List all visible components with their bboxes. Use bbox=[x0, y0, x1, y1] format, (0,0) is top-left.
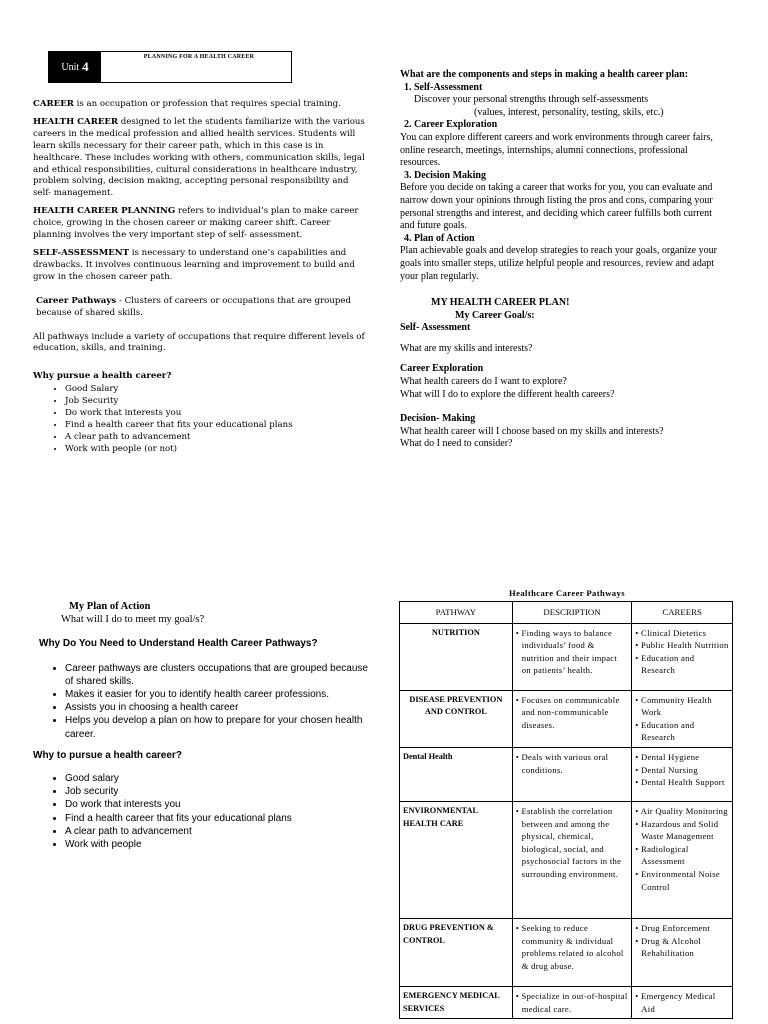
health-career-definition bbox=[33, 117, 369, 200]
health-career-term: HEALTH CAREER bbox=[33, 116, 119, 127]
table-row bbox=[400, 690, 733, 747]
step-2-text: You can explore different careers and work environments through career fairs, online research, meetings, internships, alumni connections, professional resources. bbox=[400, 131, 713, 169]
pathway-cell: Dental Health bbox=[400, 747, 513, 801]
pathway-cell: DISEASE PREVENTION AND CONTROL bbox=[400, 690, 513, 747]
list-item: • A clear path to advancement bbox=[65, 432, 369, 444]
list-item: • Good salary bbox=[65, 772, 369, 785]
why-need-heading: Why Do You Need to Understand Health Career Pathways? bbox=[39, 638, 318, 650]
pathway-cell: DRUG PREVENTION & CONTROL bbox=[400, 918, 513, 986]
list-item: • Environmental Noise Control bbox=[635, 868, 729, 893]
list-item: • Find a health career that fits your educational plans bbox=[65, 420, 369, 432]
why-pursue-list-bottom bbox=[33, 772, 369, 851]
list-item: • Finding ways to balance individuals’ food & nutrition and their impact on patients’ health. bbox=[516, 627, 629, 677]
list-item: • Hazardous and Solid Waste Management bbox=[635, 818, 729, 843]
self-assessment-heading: Self- Assessment bbox=[400, 322, 471, 334]
list-item: • Dental Nursing bbox=[635, 764, 729, 777]
list-item: • Radiological Assessment bbox=[635, 843, 729, 868]
list-item: • Education and Research bbox=[635, 719, 729, 744]
decision-making-question-2: What do I need to consider? bbox=[400, 438, 513, 450]
list-item: • Drug & Alcohol Rehabilitation bbox=[635, 935, 729, 960]
table-row bbox=[400, 918, 733, 986]
self-assessment-definition bbox=[33, 248, 369, 284]
step-3-text: Before you decide on taking a career that works for you, you can evaluate and narrow down your opinions through listing the pros and cons, comparing your personal strengths and interest, and deciding which career fulfills both current and future goals. bbox=[400, 182, 713, 232]
col-header: CAREERS bbox=[632, 602, 733, 624]
pathway-cell: ENVIRONMENTAL HEALTH CARE bbox=[400, 801, 513, 918]
left-bottom bbox=[33, 600, 369, 851]
list-item: • Makes it easier for you to identify health career professions. bbox=[65, 688, 369, 701]
unit-header bbox=[48, 51, 292, 83]
list-item: • Establish the correlation between and among the physical, chemical, biological, social, and psychosocial factors in the surrounding environment. bbox=[516, 805, 629, 881]
col-header: DESCRIPTION bbox=[512, 602, 632, 624]
left-intro bbox=[33, 99, 369, 456]
pathway-cell: NUTRITION bbox=[400, 623, 513, 690]
right-steps bbox=[400, 69, 728, 451]
col-header: PATHWAY bbox=[400, 602, 513, 624]
list-item: • Clinical Dietetics bbox=[635, 627, 729, 640]
step-4-title: 4. Plan of Action bbox=[404, 232, 475, 244]
step-4-text: Plan achievable goals and develop strategies to reach your goals, organize your goals into smaller steps, utilize helpful people and resources, review and adapt your plan regularly. bbox=[400, 245, 717, 282]
health-career-def: designed to let the students familiarize with the various careers in the medical profession and allied health services. Students will learn skills necessary for their career path, which in this case is in healthcare. These includes working with others, communication skills, legal and ethical responsibilities, cultural considerations in healthcare industry, problem solving, decision making, accepting personal responsibility and self- management. bbox=[33, 116, 365, 199]
planning-term: HEALTH CAREER PLANNING bbox=[33, 206, 176, 217]
list-item: • Dental Health Support bbox=[635, 776, 729, 789]
careers-cell bbox=[632, 623, 733, 690]
careers-cell bbox=[632, 747, 733, 801]
career-term: CAREER bbox=[33, 99, 74, 109]
list-item: • Focuses on communicable and non-communicable diseases. bbox=[516, 694, 629, 732]
plan-of-action-title: My Plan of Action bbox=[69, 601, 151, 612]
careers-cell bbox=[632, 918, 733, 986]
description-cell bbox=[512, 918, 632, 986]
why-need-list bbox=[33, 662, 369, 741]
step-2-title: 2. Career Exploration bbox=[404, 119, 498, 131]
self-def: is necessary to understand one’s capabilities and drawbacks. It involves continuous learning and improvement to build and grow in the chosen career path. bbox=[33, 247, 355, 282]
why-pursue-list-top bbox=[33, 384, 369, 455]
description-cell bbox=[512, 747, 632, 801]
description-cell bbox=[512, 986, 632, 1018]
career-def: is an occupation or profession that requires special training. bbox=[73, 99, 341, 109]
careers-cell bbox=[632, 690, 733, 747]
list-item: • Job Security bbox=[65, 396, 369, 408]
why-pursue-heading-top: Why pursue a health career? bbox=[33, 371, 172, 382]
list-item: • Dental Hygiene bbox=[635, 751, 729, 764]
unit-word: Unit bbox=[61, 61, 80, 73]
step-1-text: Discover your personal strengths through self-assessments bbox=[414, 94, 649, 106]
list-item: • Find a health career that fits your educational plans bbox=[65, 812, 369, 825]
career-exploration-question-1: What health careers do I want to explore? bbox=[400, 376, 567, 388]
table-row bbox=[400, 801, 733, 918]
list-item: • Deals with various oral conditions. bbox=[516, 751, 629, 776]
career-exploration-heading: Career Exploration bbox=[400, 363, 484, 375]
pathways-table bbox=[399, 601, 733, 1019]
list-item: • Specialize in out-of-hospital medical care. bbox=[516, 990, 629, 1015]
all-pathways-text: All pathways include a variety of occupations that require different levels of education, skills, and training. bbox=[33, 331, 365, 354]
list-item: • Work with people (or not) bbox=[65, 444, 369, 456]
goal-title: My Career Goal/s: bbox=[455, 309, 535, 321]
table-row bbox=[400, 986, 733, 1018]
self-term: SELF-ASSESSMENT bbox=[33, 247, 130, 258]
description-cell bbox=[512, 801, 632, 918]
table-header-row bbox=[400, 602, 733, 624]
decision-making-heading: Decision- Making bbox=[400, 413, 476, 425]
decision-making-question-1: What health career will I choose based on my skills and interests? bbox=[400, 425, 664, 437]
step-1-text-2: (values, interest, personality, testing, skils, etc.) bbox=[474, 106, 664, 118]
planning-def: refers to individual’s plan to make career choice, growing in the chosen career or making career shift. Career planning involves the very important step of self- assessment. bbox=[33, 206, 359, 241]
table-row bbox=[400, 747, 733, 801]
list-item: • Do work that interests you bbox=[65, 798, 369, 811]
pathways-term: Career Pathways bbox=[36, 295, 117, 306]
list-item: • Job security bbox=[65, 785, 369, 798]
pathways-def: - Clusters of careers or occupations that are grouped because of shared skills. bbox=[36, 295, 351, 318]
pathway-cell: EMERGENCY MEDICAL SERVICES bbox=[400, 986, 513, 1018]
list-item: • Good Salary bbox=[65, 384, 369, 396]
unit-title: PLANNING FOR A HEALTH CAREER bbox=[143, 54, 255, 60]
pathways-definition bbox=[33, 296, 369, 320]
list-item: • Do work that interests you bbox=[65, 408, 369, 420]
unit-label bbox=[49, 52, 101, 82]
why-pursue-heading-bottom: Why to pursue a health career? bbox=[33, 749, 182, 761]
table-row bbox=[400, 623, 733, 690]
plan-of-action-question: What will I do to meet my goal/s? bbox=[61, 614, 205, 626]
list-item: • Emergency Medical Aid bbox=[635, 990, 729, 1015]
table-caption: Healthcare Career Pathways bbox=[509, 588, 625, 598]
planning-definition bbox=[33, 206, 369, 242]
list-item: • Public Health Nutrition bbox=[635, 639, 729, 652]
career-definition bbox=[33, 99, 369, 111]
list-item: • Career pathways are clusters occupations that are grouped because of shared skills. bbox=[65, 662, 369, 688]
careers-cell bbox=[632, 986, 733, 1018]
list-item: • Drug Enforcement bbox=[635, 922, 729, 935]
list-item: • Assists you in choosing a health career bbox=[65, 701, 369, 714]
career-exploration-question-2: What will I do to explore the different health careers? bbox=[400, 388, 615, 400]
list-item: • Helps you develop a plan on how to prepare for your chosen health career. bbox=[65, 714, 369, 740]
list-item: • Community Health Work bbox=[635, 694, 729, 719]
self-assessment-question: What are my skills and interests? bbox=[400, 342, 533, 354]
list-item: • Air Quality Monitoring bbox=[635, 805, 729, 818]
list-item: • A clear path to advancement bbox=[65, 825, 369, 838]
list-item: • Education and Research bbox=[635, 652, 729, 677]
unit-number: 4 bbox=[82, 59, 89, 74]
step-3-title: 3. Decision Making bbox=[404, 169, 486, 181]
description-cell bbox=[512, 623, 632, 690]
description-cell bbox=[512, 690, 632, 747]
list-item: • Seeking to reduce community & individual problems related to alcohol & drug abuse. bbox=[516, 922, 629, 972]
plan-title: MY HEALTH CAREER PLAN! bbox=[431, 297, 570, 309]
step-1-title: 1. Self-Assessment bbox=[404, 81, 483, 93]
steps-question: What are the components and steps in making a health career plan: bbox=[400, 69, 689, 80]
list-item: • Work with people bbox=[65, 838, 369, 851]
careers-cell bbox=[632, 801, 733, 918]
